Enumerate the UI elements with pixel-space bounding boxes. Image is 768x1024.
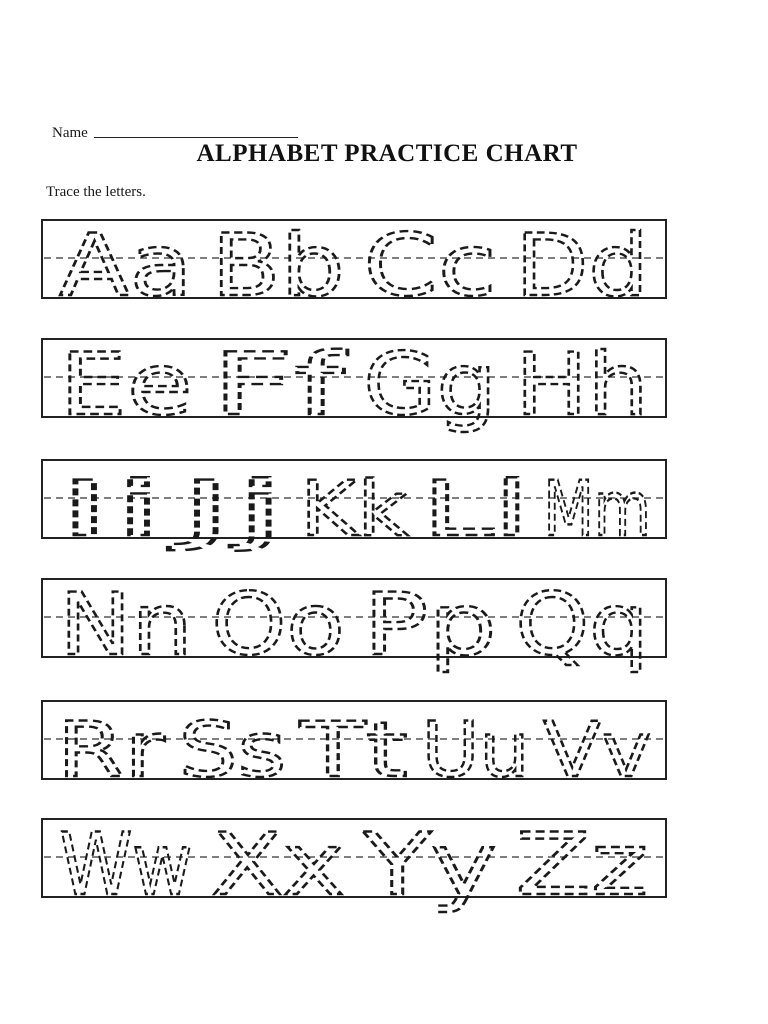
- trace-letters-vv: Vv: [543, 705, 651, 794]
- trace-letters-ee: Ee: [59, 335, 193, 435]
- trace-letters-xx: Xx: [211, 815, 345, 915]
- tracing-row-2: [0, 335, 768, 435]
- trace-letters-qq: Qq: [515, 575, 649, 675]
- tracing-row-5: [0, 697, 768, 794]
- tracing-row-6: [0, 815, 768, 915]
- trace-letters-jj: Jj: [168, 464, 287, 553]
- trace-letters-zz: Zz: [515, 815, 649, 915]
- trace-letters-dd: Dd: [515, 216, 649, 316]
- trace-letters-rr: Rr: [57, 705, 166, 794]
- trace-letters-nn: Nn: [59, 575, 193, 675]
- trace-letters-gg: Gg: [363, 335, 497, 435]
- trace-letters-ii: Ii: [57, 464, 165, 553]
- trace-letters-pp: Pp: [363, 575, 497, 675]
- trace-letters-bb: Bb: [211, 216, 345, 316]
- name-label: Name: [52, 125, 88, 141]
- name-field: [52, 120, 298, 142]
- trace-letters-ll: Ll: [421, 464, 530, 553]
- trace-letters-cc: Cc: [363, 216, 497, 316]
- tracing-row-1: [0, 216, 768, 316]
- trace-letters-ww: Ww: [59, 815, 193, 915]
- instructions-text: Trace the letters.: [46, 184, 146, 200]
- trace-letters-tt: Tt: [298, 705, 408, 794]
- trace-letters-ss: Ss: [178, 705, 287, 794]
- trace-letters-ff: Ff: [211, 335, 348, 435]
- name-blank-line: [94, 137, 298, 138]
- tracing-row-3: [0, 456, 768, 553]
- tracing-row-4: [0, 575, 768, 675]
- trace-letters-yy: Yy: [362, 815, 497, 915]
- trace-letters-kk: Kk: [300, 464, 408, 553]
- page-title: ALPHABET PRACTICE CHART: [196, 140, 578, 167]
- trace-letters-oo: Oo: [211, 575, 345, 675]
- trace-letters-uu: Uu: [421, 705, 530, 794]
- trace-letters-hh: Hh: [515, 335, 649, 435]
- trace-letters-mm: Mm: [543, 464, 651, 553]
- trace-letters-aa: Aa: [59, 216, 193, 316]
